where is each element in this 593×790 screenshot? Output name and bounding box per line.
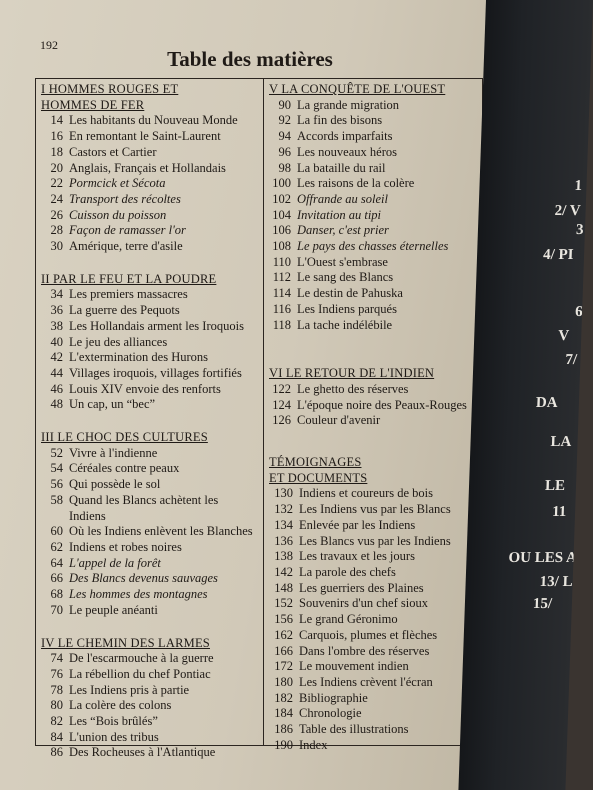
toc-entry bbox=[269, 239, 481, 255]
entry-page-number: 20 bbox=[50, 160, 63, 175]
entry-page-number: 110 bbox=[272, 254, 291, 269]
entry-title: Les raisons de la colère bbox=[297, 176, 415, 191]
entry-page-number: 180 bbox=[274, 674, 293, 689]
entry-page-number: 56 bbox=[50, 477, 63, 492]
facing-page-text: 6 bbox=[574, 304, 583, 320]
entry-page-number: 74 bbox=[50, 651, 63, 666]
toc-entry bbox=[269, 129, 481, 145]
toc-entry bbox=[269, 223, 481, 239]
toc-entry bbox=[41, 239, 261, 255]
toc-entry bbox=[269, 534, 481, 550]
toc-entry bbox=[41, 745, 261, 761]
section-heading: HOMMES DE FER bbox=[41, 97, 145, 112]
entry-page-number: 136 bbox=[274, 533, 293, 548]
section-heading: IV LE CHEMIN DES LARMES bbox=[41, 635, 210, 650]
column-divider bbox=[263, 78, 264, 746]
entry-title: Index bbox=[299, 737, 328, 752]
entry-title: Les nouveaux héros bbox=[297, 144, 397, 159]
entry-title: La bataille du rail bbox=[297, 160, 386, 175]
entry-title: Quand les Blancs achètent les bbox=[69, 492, 219, 507]
entry-page-number bbox=[41, 509, 63, 525]
toc-entry bbox=[41, 730, 261, 746]
entry-page-number: 48 bbox=[50, 397, 63, 412]
entry-title: Les Indiens crèvent l'écran bbox=[299, 674, 433, 689]
toc-entry bbox=[41, 192, 261, 208]
toc-entry bbox=[41, 397, 261, 413]
entry-page-number: 18 bbox=[50, 144, 63, 159]
toc-entry bbox=[41, 571, 261, 587]
toc-section bbox=[269, 455, 481, 753]
entry-title: La fin des bisons bbox=[297, 113, 383, 128]
entry-page-number: 152 bbox=[274, 596, 293, 611]
entry-page-number: 52 bbox=[50, 445, 63, 460]
entry-page-number: 190 bbox=[274, 737, 293, 752]
toc-section bbox=[41, 430, 261, 618]
entry-page-number: 122 bbox=[272, 381, 291, 396]
entry-page-number: 100 bbox=[272, 176, 291, 191]
entry-title: Indiens bbox=[69, 508, 106, 523]
entry-title: Anglais, Français et Hollandais bbox=[69, 160, 226, 175]
toc-entry bbox=[269, 208, 481, 224]
entry-title: Céréales contre peaux bbox=[69, 461, 180, 476]
toc-entry bbox=[41, 303, 261, 319]
entry-page-number: 36 bbox=[50, 303, 63, 318]
entry-page-number: 34 bbox=[50, 287, 63, 302]
toc-entry bbox=[41, 477, 261, 493]
entry-page-number: 104 bbox=[272, 207, 291, 222]
entry-page-number: 116 bbox=[272, 301, 291, 316]
toc-entry bbox=[41, 176, 261, 192]
entry-page-number: 132 bbox=[274, 502, 293, 517]
toc-entry bbox=[41, 145, 261, 161]
toc-entry bbox=[269, 612, 481, 628]
entry-title: Louis XIV envoie des renforts bbox=[69, 381, 221, 396]
toc-entry bbox=[269, 176, 481, 192]
entry-page-number: 98 bbox=[278, 160, 291, 175]
entry-page-number: 42 bbox=[50, 350, 63, 365]
entry-page-number: 28 bbox=[50, 223, 63, 238]
toc-entry bbox=[41, 129, 261, 145]
toc-entry bbox=[41, 223, 261, 239]
toc-entry bbox=[269, 565, 481, 581]
entry-title: Vivre à l'indienne bbox=[69, 445, 158, 460]
toc-entry bbox=[41, 714, 261, 730]
toc-entry bbox=[41, 461, 261, 477]
section-heading: III LE CHOC DES CULTURES bbox=[41, 430, 208, 445]
toc-entry bbox=[41, 382, 261, 398]
entry-title: Le jeu des alliances bbox=[69, 334, 168, 349]
entry-page-number: 162 bbox=[274, 627, 293, 642]
facing-page-text: LE bbox=[544, 478, 566, 494]
section-heading: V LA CONQUÊTE DE L'OUEST bbox=[269, 82, 446, 96]
entry-title: Indiens et coureurs de bois bbox=[299, 486, 433, 501]
entry-title: Le destin de Pahuska bbox=[297, 286, 403, 301]
toc-entry bbox=[269, 270, 481, 286]
entry-page-number: 54 bbox=[50, 461, 63, 476]
entry-page-number: 134 bbox=[274, 517, 293, 532]
entry-page-number: 38 bbox=[50, 318, 63, 333]
toc-entry bbox=[41, 287, 261, 303]
entry-page-number: 46 bbox=[50, 381, 63, 396]
toc-entry bbox=[269, 302, 481, 318]
entry-title: La guerre des Pequots bbox=[69, 303, 180, 318]
facing-page-text: 3 bbox=[575, 222, 584, 238]
toc-entry bbox=[269, 628, 481, 644]
entry-title: En remontant le Saint-Laurent bbox=[69, 129, 221, 144]
entry-title: Les hommes des montagnes bbox=[69, 587, 208, 602]
entry-title: Le peuple anéanti bbox=[69, 602, 158, 617]
entry-page-number: 80 bbox=[50, 698, 63, 713]
entry-title: Les Indiens parqués bbox=[297, 301, 397, 316]
toc-section bbox=[269, 82, 481, 333]
toc-entry bbox=[269, 549, 481, 565]
toc-entry bbox=[269, 398, 481, 414]
entry-title: Invitation au tipi bbox=[297, 207, 382, 222]
entry-page-number: 92 bbox=[278, 113, 291, 128]
facing-page-text: DA bbox=[535, 395, 558, 411]
entry-title: Le ghetto des réserves bbox=[297, 381, 409, 396]
toc-section bbox=[269, 366, 481, 429]
entry-page-number: 44 bbox=[50, 365, 63, 380]
toc-entry bbox=[269, 145, 481, 161]
entry-title: Les premiers massacres bbox=[69, 287, 188, 302]
toc-section bbox=[41, 82, 261, 255]
section-heading: VI LE RETOUR DE L'INDIEN bbox=[269, 366, 435, 381]
entry-page-number: 182 bbox=[274, 690, 293, 705]
entry-page-number: 14 bbox=[50, 113, 63, 128]
toc-entry bbox=[41, 556, 261, 572]
facing-page-text: V bbox=[557, 328, 570, 344]
entry-title: La tache indélébile bbox=[297, 317, 393, 332]
toc-entry bbox=[269, 113, 481, 129]
toc-entry bbox=[41, 335, 261, 351]
entry-title: Les habitants du Nouveau Monde bbox=[69, 113, 238, 128]
entry-page-number: 94 bbox=[278, 129, 291, 144]
entry-title: Qui possède le sol bbox=[69, 477, 161, 492]
entry-page-number: 24 bbox=[50, 191, 63, 206]
toc-section bbox=[41, 636, 261, 762]
toc-entry bbox=[41, 319, 261, 335]
toc-entry bbox=[269, 596, 481, 612]
toc-entry bbox=[41, 350, 261, 366]
entry-page-number: 124 bbox=[272, 397, 291, 412]
entry-page-number: 68 bbox=[50, 587, 63, 602]
facing-page-text: 4/ PI bbox=[542, 247, 574, 263]
toc-entry bbox=[41, 603, 261, 619]
entry-page-number: 108 bbox=[272, 239, 291, 254]
entry-page-number: 142 bbox=[274, 564, 293, 579]
toc-section bbox=[41, 272, 261, 413]
entry-page-number: 102 bbox=[272, 191, 291, 206]
entry-page-number: 62 bbox=[50, 539, 63, 554]
entry-title: Où les Indiens enlèvent les Blanches bbox=[69, 524, 253, 539]
entry-title: Des Blancs devenus sauvages bbox=[69, 571, 218, 586]
toc-right-column bbox=[269, 82, 481, 753]
toc-entry bbox=[41, 667, 261, 683]
section-heading: ET DOCUMENTS bbox=[269, 470, 368, 485]
toc-entry bbox=[269, 644, 481, 660]
toc-entry bbox=[269, 706, 481, 722]
entry-page-number: 126 bbox=[272, 413, 291, 428]
toc-entry bbox=[269, 581, 481, 597]
entry-title: Offrande au soleil bbox=[297, 191, 388, 206]
entry-page-number: 130 bbox=[274, 486, 293, 501]
entry-title: L'époque noire des Peaux-Rouges bbox=[297, 397, 467, 412]
entry-title: Transport des récoltes bbox=[69, 191, 181, 206]
entry-page-number: 172 bbox=[274, 659, 293, 674]
toc-entry bbox=[269, 192, 481, 208]
toc-left-column bbox=[41, 82, 261, 761]
entry-page-number: 16 bbox=[50, 129, 63, 144]
facing-page-text: LA bbox=[550, 434, 572, 450]
entry-title: Façon de ramasser l'or bbox=[69, 223, 186, 238]
entry-page-number: 118 bbox=[272, 317, 291, 332]
entry-page-number: 138 bbox=[274, 549, 293, 564]
facing-page-text: 2/ V bbox=[554, 203, 581, 219]
entry-page-number: 40 bbox=[50, 334, 63, 349]
toc-entry bbox=[41, 208, 261, 224]
entry-page-number: 76 bbox=[50, 666, 63, 681]
entry-page-number: 148 bbox=[274, 580, 293, 595]
entry-page-number: 60 bbox=[50, 524, 63, 539]
toc-entry bbox=[269, 286, 481, 302]
toc-entry bbox=[41, 651, 261, 667]
entry-title: Les Blancs vus par les Indiens bbox=[299, 533, 451, 548]
toc-entry bbox=[269, 722, 481, 738]
toc-entry bbox=[269, 675, 481, 691]
entry-title: Souvenirs d'un chef sioux bbox=[299, 596, 428, 611]
entry-page-number: 112 bbox=[272, 270, 291, 285]
toc-entry bbox=[269, 502, 481, 518]
entry-page-number: 26 bbox=[50, 207, 63, 222]
section-heading: TÉMOIGNAGES bbox=[269, 455, 362, 470]
entry-title: L'union des tribus bbox=[69, 729, 159, 744]
facing-page-text: OU LES A bbox=[508, 550, 578, 566]
entry-page-number: 66 bbox=[50, 571, 63, 586]
entry-title: L'extermination des Hurons bbox=[69, 350, 209, 365]
entry-title: Les guerriers des Plaines bbox=[299, 580, 424, 595]
entry-title: Le pays des chasses éternelles bbox=[297, 239, 449, 254]
toc-entry bbox=[41, 509, 261, 525]
entry-title: Amérique, terre d'asile bbox=[69, 239, 183, 254]
entry-title: Un cap, un “bec” bbox=[69, 397, 156, 412]
entry-title: Castors et Cartier bbox=[69, 144, 157, 159]
entry-page-number: 58 bbox=[50, 492, 63, 507]
toc-entry bbox=[41, 540, 261, 556]
toc-entry bbox=[269, 659, 481, 675]
section-heading: II PAR LE FEU ET LA POUDRE bbox=[41, 271, 217, 286]
facing-page-text: 7/ bbox=[565, 352, 578, 368]
entry-title: Les “Bois brûlés” bbox=[69, 714, 158, 729]
entry-title: La parole des chefs bbox=[299, 564, 396, 579]
entry-title: Couleur d'avenir bbox=[297, 413, 381, 428]
entry-title: Pormcick et Sécota bbox=[69, 176, 166, 191]
toc-entry bbox=[269, 518, 481, 534]
entry-page-number: 114 bbox=[272, 286, 291, 301]
toc-entry bbox=[41, 161, 261, 177]
toc-entry bbox=[41, 587, 261, 603]
toc-entry bbox=[41, 698, 261, 714]
toc-entry bbox=[41, 446, 261, 462]
toc-entry bbox=[269, 738, 481, 754]
entry-title: Danser, c'est prier bbox=[297, 223, 389, 238]
entry-title: Cuisson du poisson bbox=[69, 207, 167, 222]
entry-page-number: 30 bbox=[50, 239, 63, 254]
facing-page-text: 13/ L bbox=[539, 574, 573, 590]
entry-title: Carquois, plumes et flèches bbox=[299, 627, 438, 642]
toc-entry bbox=[269, 413, 481, 429]
toc-entry bbox=[269, 255, 481, 271]
entry-title: La rébellion du chef Pontiac bbox=[69, 666, 211, 681]
entry-page-number: 166 bbox=[274, 643, 293, 658]
entry-page-number: 22 bbox=[50, 176, 63, 191]
entry-page-number: 78 bbox=[50, 682, 63, 697]
entry-title: Villages iroquois, villages fortifiés bbox=[69, 365, 242, 380]
toc-entry bbox=[269, 486, 481, 502]
entry-title: Le grand Géronimo bbox=[299, 612, 398, 627]
toc-entry bbox=[269, 318, 481, 334]
entry-title: L'Ouest s'embrase bbox=[297, 254, 388, 269]
toc-entry bbox=[269, 98, 481, 114]
entry-title: Des Rocheuses à l'Atlantique bbox=[69, 745, 216, 760]
toc-entry bbox=[269, 382, 481, 398]
toc-entry bbox=[41, 683, 261, 699]
entry-title: Les travaux et les jours bbox=[299, 549, 415, 564]
entry-page-number: 156 bbox=[274, 612, 293, 627]
toc-entry bbox=[41, 113, 261, 129]
entry-title: Le sang des Blancs bbox=[297, 270, 394, 285]
facing-page-text: 1 bbox=[574, 178, 583, 194]
entry-title: L'appel de la forêt bbox=[69, 555, 161, 570]
entry-title: Les Indiens vus par les Blancs bbox=[299, 502, 451, 517]
page-number: 192 bbox=[40, 38, 58, 52]
entry-page-number: 64 bbox=[50, 555, 63, 570]
toc-entry bbox=[269, 691, 481, 707]
entry-page-number: 184 bbox=[274, 706, 293, 721]
toc-entry bbox=[41, 524, 261, 540]
page-title: Table des matières bbox=[167, 47, 333, 71]
entry-title: Accords imparfaits bbox=[297, 129, 393, 144]
facing-page-text: 15/ bbox=[532, 596, 553, 612]
entry-title: La colère des colons bbox=[69, 698, 172, 713]
toc-entry bbox=[41, 493, 261, 509]
entry-title: De l'escarmouche à la guerre bbox=[69, 651, 214, 666]
entry-title: Le mouvement indien bbox=[299, 659, 409, 674]
entry-page-number: 70 bbox=[50, 602, 63, 617]
entry-title: La grande migration bbox=[297, 97, 400, 112]
section-heading: I HOMMES ROUGES ET bbox=[41, 82, 179, 96]
entry-title: Les Indiens pris à partie bbox=[69, 682, 190, 697]
entry-title: Bibliographie bbox=[299, 690, 368, 705]
entry-page-number: 106 bbox=[272, 223, 291, 238]
entry-title: Indiens et robes noires bbox=[69, 539, 182, 554]
entry-title: Table des illustrations bbox=[299, 722, 409, 737]
entry-page-number: 86 bbox=[50, 745, 63, 760]
entry-title: Enlevée par les Indiens bbox=[299, 517, 416, 532]
entry-page-number: 84 bbox=[50, 729, 63, 744]
entry-title: Dans l'ombre des réserves bbox=[299, 643, 430, 658]
entry-page-number: 82 bbox=[50, 714, 63, 729]
entry-page-number: 90 bbox=[278, 97, 291, 112]
entry-page-number: 96 bbox=[278, 144, 291, 159]
facing-page-text: 11 bbox=[551, 504, 567, 520]
toc-entry bbox=[269, 161, 481, 177]
toc-entry bbox=[41, 366, 261, 382]
entry-title: Chronologie bbox=[299, 706, 362, 721]
entry-page-number: 186 bbox=[274, 722, 293, 737]
entry-title: Les Hollandais arment les Iroquois bbox=[69, 318, 244, 333]
